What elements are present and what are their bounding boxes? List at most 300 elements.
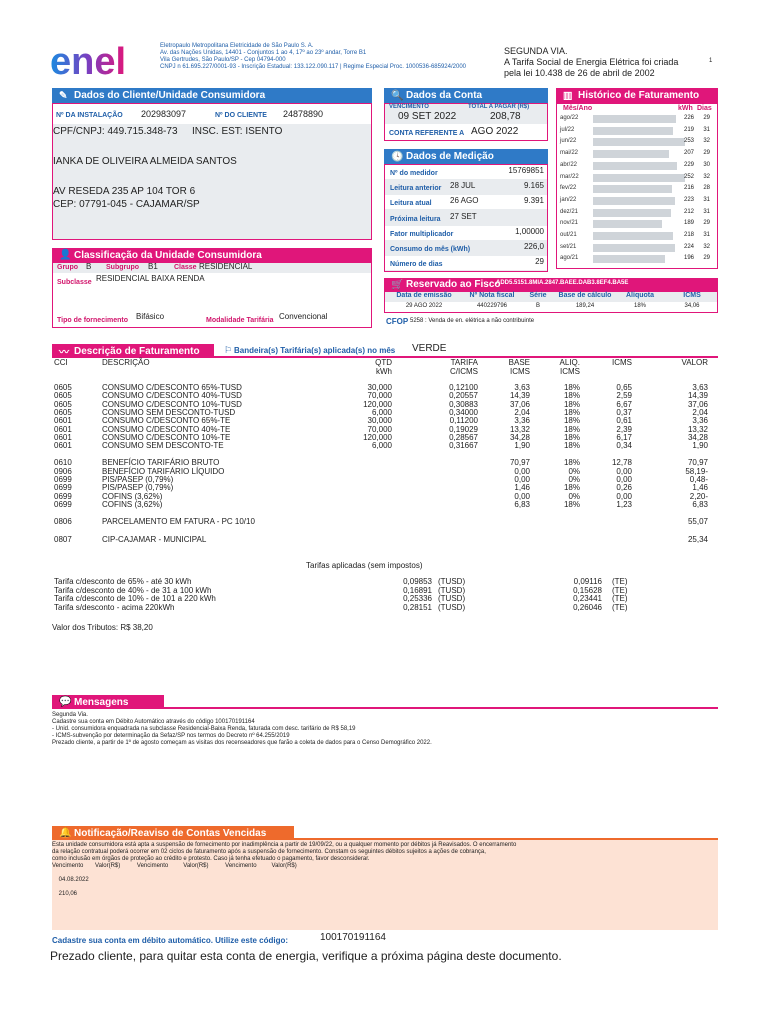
billing-desc: COFINS (3,62%) — [102, 499, 163, 509]
notice-line3: pela lei 10.438 de 26 de abril de 2002 — [504, 68, 655, 78]
company-addr3: CNPJ n 61.695.227/0001-93 - Inscrição Estadual: 133.122.090.117 | Regime Especial Proc. 1000536-685924/2000 — [160, 64, 466, 70]
billing-base: 70,97 — [509, 458, 530, 468]
mod-label: Modalidade Tarifária — [206, 317, 274, 324]
tarifa-te: 0,09116 — [573, 577, 602, 586]
history-kwh: 252 — [683, 173, 694, 180]
tarifa-te-label: (TE) — [612, 585, 628, 595]
billing-aliq: 18% — [563, 383, 580, 392]
inst-label: Nº DA INSTALAÇÃO — [56, 112, 123, 119]
billing-icms: 0,34 — [616, 441, 632, 451]
history-col-month: Mês/Ano — [563, 105, 593, 112]
billing-desc: CONSUMO SEM DESCONTO-TUSD — [102, 407, 236, 417]
auto-debit-label: Cadastre sua conta em débito automático. Utilize este código: — [52, 936, 289, 945]
history-month: jul/22 — [560, 126, 575, 133]
cart-icon: 🛒 — [391, 279, 404, 290]
billing-valor: 70,97 — [687, 458, 708, 468]
history-bar — [593, 174, 685, 182]
billing-valor: 34,28 — [687, 432, 708, 442]
chat-icon: 💬 — [59, 696, 72, 708]
billing-valor: 55,07 — [687, 517, 708, 527]
billing-cci: 0605 — [54, 383, 72, 392]
history-month: fev/22 — [560, 185, 577, 192]
subclasse-label: Subclasse — [57, 279, 92, 286]
history-row — [560, 136, 710, 147]
col-qtd: QTD — [375, 358, 392, 367]
total-value: 208,78 — [490, 111, 521, 122]
col-aliq2: ICMS — [560, 367, 580, 376]
overdue-line: da relação contratual poderá ocorrer em 02 ciclos de faturamento após a suspensão de fornecimento. Constam os seguintes débitos sujeitos a ações de cobrança, — [52, 849, 486, 855]
fisco-col-header: Alíquota — [626, 292, 654, 299]
billing-desc: PIS/PASEP (0,79%) — [102, 483, 174, 493]
fisco-col-header: ICMS — [683, 292, 701, 299]
messages-header-label: Mensagens — [74, 696, 129, 708]
billing-qtd: 30,000 — [367, 416, 392, 426]
billing-aliq: 18% — [563, 483, 580, 493]
fisco-col-header: Data de emissão — [396, 292, 452, 299]
tarifa-te: 0,15628 — [573, 585, 602, 595]
history-row — [560, 230, 710, 241]
billing-qtd: 120,000 — [363, 399, 392, 409]
history-days: 31 — [703, 232, 710, 238]
history-month: abr/22 — [560, 161, 578, 168]
billing-col-headers — [52, 358, 718, 376]
history-month: mar/22 — [560, 173, 579, 180]
tarifa-tusd-label: (TUSD) — [438, 585, 466, 595]
history-bar — [593, 209, 671, 217]
billing-base: 0,00 — [514, 466, 530, 476]
trend-icon: 〰 — [59, 347, 69, 359]
history-days: 31 — [703, 208, 710, 215]
history-kwh: 212 — [683, 208, 694, 215]
billing-desc: COFINS (3,62%) — [102, 491, 163, 501]
billing-valor: 3,63 — [692, 383, 708, 392]
billing-base: 13,32 — [509, 424, 530, 434]
billing-aliq: 0% — [568, 466, 580, 476]
history-month: ago/22 — [560, 115, 579, 121]
overdue-body — [52, 842, 718, 905]
measure-value: 29 — [535, 257, 544, 266]
history-month: dez/21 — [560, 208, 579, 215]
history-kwh: 223 — [683, 196, 694, 203]
tarifa-te: 0,26046 — [573, 602, 602, 612]
billing-cci: 0610 — [54, 458, 72, 468]
tarifa-desc: Tarifa c/desconto de 10% - de 101 a 220 kWh — [54, 594, 216, 603]
measure-value: 1,00000 — [515, 227, 544, 236]
billing-base: 3,36 — [514, 416, 530, 426]
measure-header — [384, 149, 548, 164]
tarifa-te: 0,23441 — [573, 594, 602, 603]
billing-valor: 1,46 — [692, 483, 708, 493]
tarifa-desc: Tarifa c/desconto de 40% - de 31 a 100 kWh — [54, 585, 212, 595]
billing-base: 3,63 — [514, 383, 530, 392]
tipo-label: Tipo de fornecimento — [57, 317, 129, 324]
billing-desc: CIP-CAJAMAR - MUNICIPAL — [102, 534, 207, 544]
billing-row — [52, 417, 718, 425]
billing-base: 34,28 — [509, 432, 530, 442]
bell-icon: 🔔 — [59, 827, 72, 839]
message-line: Segunda Via. — [52, 712, 88, 718]
history-kwh: 219 — [683, 126, 694, 133]
overdue-col-headers: Vencimento Valor(R$) Vencimento Valor(R$) Vencimento Valor(R$) — [52, 863, 297, 869]
billing-cci: 0601 — [54, 424, 72, 434]
notice-line1: SEGUNDA VIA. — [504, 46, 568, 56]
measure-date: 27 SET — [450, 212, 477, 221]
billing-icms: 0,65 — [616, 383, 632, 392]
billing-aliq: 18% — [563, 391, 580, 401]
flag-value: VERDE — [412, 343, 447, 354]
billing-valor: 37,06 — [687, 399, 708, 409]
billing-cci: 0699 — [54, 475, 72, 484]
fisco-col-header: Nº Nota fiscal — [469, 292, 515, 299]
history-row — [560, 218, 710, 229]
auto-debit-code: 100170191164 — [320, 932, 386, 943]
col-qtd2: kWh — [376, 367, 392, 376]
history-row — [560, 113, 710, 124]
fisco-col-value: 34,06 — [684, 303, 700, 309]
tarifa-desc: Tarifa c/desconto de 65% - até 30 kWh — [54, 577, 192, 586]
notice — [504, 46, 716, 79]
col-desc: DESCRIÇÃO — [102, 358, 150, 367]
history-kwh: 207 — [683, 150, 694, 157]
message-line: - ICMS-subvenção por determinação da Sefaz/SP nos termos do Decreto nº 64.255/2019 — [52, 733, 290, 739]
tarifa-tusd: 0,28151 — [403, 602, 432, 612]
history-bar — [593, 255, 665, 263]
history-kwh: 218 — [683, 232, 694, 238]
history-header-label: Histórico de Faturamento — [578, 90, 700, 101]
billing-valor: 2,20- — [689, 491, 708, 501]
history-bar — [593, 150, 669, 158]
billing-desc: PARCELAMENTO EM FATURA - PC 10/10 — [102, 517, 255, 527]
billing-cci: 0906 — [54, 466, 72, 476]
company-addr2: Vila Gertrudes, São Paulo/SP - Cep 04794-000 — [160, 57, 286, 63]
history-row — [560, 253, 710, 264]
history-row — [560, 172, 710, 183]
fisco-col-value: B — [535, 303, 540, 309]
billing-valor: 1,90 — [692, 441, 708, 451]
history-bar — [593, 197, 675, 205]
measure-value: 15769851 — [508, 166, 544, 175]
client-name: IANKA DE OLIVEIRA ALMEIDA SANTOS — [53, 156, 237, 167]
col-tar2: C/ICMS — [450, 367, 478, 376]
overdue-debt — [52, 870, 718, 905]
billing-valor: 13,32 — [687, 424, 708, 434]
history-bar — [593, 162, 677, 170]
billing-desc: BENEFÍCIO TARIFÁRIO LÍQUIDO — [102, 466, 225, 476]
billing-desc: CONSUMO C/DESCONTO 40%-TUSD — [102, 391, 242, 401]
history-days: 31 — [703, 196, 710, 203]
history-month: jan/22 — [560, 196, 577, 203]
billing-base: 14,39 — [509, 391, 530, 401]
measure-value: 9.391 — [523, 196, 544, 205]
classif-header-label: Classificação da Unidade Consumidora — [74, 249, 262, 261]
overdue-line: Esta unidade consumidora está apta a suspensão de fornecimento por inadimplência a partir de 19/09/22, ou a qualquer momento por débitos já Reavisados. O encerramento — [52, 842, 517, 848]
billing-qtd: 120,000 — [363, 432, 392, 442]
billing-aliq: 18% — [563, 424, 580, 434]
notice-line2: A Tarifa Social de Energia Elétrica foi criada — [504, 57, 679, 67]
billing-icms: 0,37 — [616, 407, 632, 417]
clock-icon: 🕓 — [391, 151, 404, 162]
cfop-label: CFOP — [386, 317, 409, 326]
user-icon: 👤 — [59, 249, 72, 261]
tarifa-row — [52, 578, 718, 586]
measure-header-label: Dados de Medição — [406, 151, 494, 162]
history-col-kwh: kWh — [678, 105, 693, 112]
billing-desc: CONSUMO C/DESCONTO 40%-TE — [102, 424, 231, 434]
history-row — [560, 183, 710, 194]
tarifa-tusd-label: (TUSD) — [438, 594, 466, 603]
billing-desc: CONSUMO SEM DESCONTO-TE — [102, 441, 224, 451]
final-message: Prezado cliente, para quitar esta conta de energia, verifique a próxima página deste documento. — [50, 949, 562, 963]
billing-tarifa: 0,20557 — [449, 391, 478, 401]
billing-qtd: 70,000 — [367, 391, 392, 401]
billing-cci: 0699 — [54, 491, 72, 501]
fisco-col-value: 29 AGO 2022 — [405, 303, 443, 309]
billing-aliq: 18% — [563, 458, 580, 468]
col-tar: TARIFA — [450, 358, 478, 367]
billing-qtd: 6,000 — [371, 441, 392, 451]
history-row — [560, 148, 710, 159]
history-kwh: 226 — [683, 115, 694, 121]
tarifa-tusd: 0,16891 — [403, 585, 432, 595]
billing-base: 1,90 — [514, 441, 530, 451]
measure-date: 28 JUL — [450, 181, 476, 190]
col-base2: ICMS — [510, 367, 530, 376]
tipo-value: Bifásico — [136, 312, 165, 321]
billing-header-label: Descrição de Faturamento — [74, 345, 200, 357]
billing-icms: 6,67 — [616, 399, 632, 409]
billing-icms: 12,78 — [611, 458, 632, 468]
cpf: CPF/CNPJ: 449.715.348-73 — [53, 126, 178, 137]
billing-icms: 0,00 — [616, 475, 632, 484]
classe-label: Classe — [174, 264, 197, 271]
history-col-days: Dias — [697, 105, 712, 112]
billing-tarifa: 0,30883 — [449, 399, 478, 409]
billing-qtd: 30,000 — [367, 383, 392, 392]
billing-valor: 6,83 — [692, 499, 708, 509]
billing-base: 6,83 — [514, 499, 530, 509]
measure-label: Nº do medidor — [390, 170, 438, 177]
history-month: jun/22 — [560, 138, 577, 145]
history-days: 28 — [703, 185, 710, 192]
history-bar — [593, 232, 673, 240]
history-days: 32 — [703, 173, 710, 180]
tarifa-desc: Tarifa s/desconto - acima 220kWh — [54, 602, 175, 612]
billing-aliq: 18% — [563, 432, 580, 442]
venc-value: 09 SET 2022 — [398, 111, 457, 122]
tarifa-tusd-label: (TUSD) — [438, 602, 466, 612]
history-days: 30 — [703, 161, 710, 168]
billing-cci: 0605 — [54, 391, 72, 401]
billing-tarifa: 0,31667 — [449, 441, 478, 451]
cli-label: Nº DO CLIENTE — [215, 112, 267, 119]
history-bar — [593, 127, 673, 135]
history-days: 29 — [703, 150, 710, 157]
billing-header — [52, 344, 214, 358]
page-number: 1 — [709, 58, 713, 64]
history-kwh: 216 — [683, 185, 694, 192]
fisco-col-header: Série — [529, 292, 547, 299]
billing-base: 0,00 — [514, 475, 530, 484]
measure-label: Próxima leitura — [390, 216, 441, 223]
message-line: Prezado cliente, a partir de 1º de agosto começam as visitas dos recenseadores que farão a coleta de dados para o Censo Demográfico 2022. — [52, 740, 432, 746]
fisco-col-value: 18% — [633, 303, 646, 309]
tarifa-tusd: 0,25336 — [403, 594, 432, 603]
fisco-col-header: Base de cálculo — [558, 292, 612, 299]
client-cep: CEP: 07791-045 - CAJAMAR/SP — [53, 199, 200, 210]
col-aliq: ALIQ. — [559, 358, 580, 367]
mod-value: Convencional — [279, 312, 328, 321]
classe-value: RESIDENCIAL — [199, 262, 253, 271]
billing-desc: CONSUMO C/DESCONTO 10%-TE — [102, 432, 231, 442]
billing-aliq: 18% — [563, 441, 580, 451]
billing-row — [52, 501, 718, 509]
history-days: 32 — [703, 243, 710, 250]
history-header — [556, 88, 718, 103]
subgrupo-label: Subgrupo — [106, 264, 140, 271]
billing-aliq: 18% — [563, 416, 580, 426]
history-days: 29 — [703, 115, 710, 121]
history-row — [560, 160, 710, 171]
cfop-value: 5258 : Venda de en. elétrica a não contribuinte — [410, 318, 535, 324]
company-addr1: Av. das Nações Unidas, 14401 - Conjuntos 1 ao 4, 17º ao 23º andar, Torre B1 — [160, 50, 367, 56]
overdue-header — [52, 826, 294, 840]
billing-icms: 6,17 — [616, 432, 632, 442]
grupo-label: Grupo — [57, 264, 78, 271]
client-header-label: Dados do Cliente/Unidade Consumidora — [74, 90, 266, 101]
history-kwh: 224 — [683, 243, 694, 250]
measure-label: Consumo do mês (kWh) — [390, 246, 471, 253]
history-row — [560, 125, 710, 136]
history-row — [560, 207, 710, 218]
tributos: Valor dos Tributos: R$ 38,20 — [52, 623, 153, 632]
billing-row — [52, 509, 718, 517]
fisco-col-value: 189,24 — [575, 303, 595, 309]
inst-value: 202983097 — [141, 109, 187, 119]
billing-row — [52, 527, 718, 535]
billing-valor: 14,39 — [687, 391, 708, 401]
pencil-icon: ✎ — [59, 90, 68, 101]
history-bar — [593, 115, 676, 123]
history-days: 29 — [703, 220, 710, 227]
billing-icms: 0,61 — [616, 416, 632, 426]
col-icms: ICMS — [612, 358, 632, 367]
venc-label: VENCIMENTO — [389, 104, 429, 110]
account-header — [384, 88, 548, 103]
search-icon: 🔍 — [391, 90, 404, 101]
subclasse-value: RESIDENCIAL BAIXA RENDA — [96, 274, 205, 283]
client-header — [52, 88, 372, 103]
billing-icms: 0,26 — [616, 483, 632, 493]
billing-cci: 0699 — [54, 499, 72, 509]
history-days: 32 — [703, 138, 710, 145]
measure-label: Fator multiplicador — [390, 231, 454, 238]
measure-value: 226,0 — [523, 242, 544, 251]
account-header-label: Dados da Conta — [406, 90, 483, 101]
billing-desc: CONSUMO C/DESCONTO 10%-TUSD — [102, 399, 242, 409]
debt-value: 210,06 — [58, 891, 78, 897]
billing-tarifa: 0,34000 — [449, 407, 478, 417]
billing-icms: 0,00 — [616, 491, 632, 501]
message-line: Cadastre sua conta em Débito Automático através do código 100170191164 — [52, 719, 255, 725]
debt-date: 04.08.2022 — [58, 877, 89, 883]
company-name: Eletropaulo Metropolitana Eletricidade de São Paulo S. A. — [160, 43, 314, 49]
enel-logo — [50, 44, 150, 80]
ref-label: CONTA REFERENTE A — [389, 130, 465, 137]
billing-qtd: 70,000 — [367, 424, 392, 434]
billing-icms: 0,00 — [616, 466, 632, 476]
billing-icms: 1,23 — [616, 499, 632, 509]
flag-label: Bandeira(s) Tarifária(s) aplicada(s) no mês — [234, 346, 396, 355]
tarifa-tusd: 0,09853 — [403, 577, 432, 586]
billing-tarifa: 0,19029 — [449, 424, 478, 434]
billing-icms: 2,39 — [616, 424, 632, 434]
billing-cci: 0601 — [54, 432, 72, 442]
billing-valor: 0,48- — [689, 475, 708, 484]
billing-cci: 0699 — [54, 483, 72, 493]
company-info — [160, 43, 500, 71]
col-base: BASE — [508, 358, 530, 367]
billing-cci: 0601 — [54, 416, 72, 426]
insc: INSC. EST: ISENTO — [192, 126, 283, 137]
messages-body — [52, 712, 718, 747]
billing-icms: 2,59 — [616, 391, 632, 401]
history-days: 31 — [703, 126, 710, 133]
history-kwh: 253 — [683, 138, 694, 145]
measure-label: Número de dias — [390, 261, 443, 268]
history-month: mai/22 — [560, 150, 579, 157]
billing-aliq: 0% — [568, 475, 580, 484]
history-kwh: 196 — [683, 255, 694, 262]
billing-row — [52, 450, 718, 458]
tarifa-te-label: (TE) — [612, 602, 628, 612]
history-month: out/21 — [560, 232, 577, 238]
billing-desc: CONSUMO C/DESCONTO 65%-TE — [102, 416, 231, 426]
tarifa-te-label: (TE) — [612, 594, 628, 603]
billing-desc: CONSUMO C/DESCONTO 65%-TUSD — [102, 383, 242, 392]
total-label: TOTAL A PAGAR (R$) — [468, 104, 530, 110]
messages-underline — [164, 707, 718, 709]
measure-label: Leitura atual — [390, 200, 432, 207]
svg-text:enel: enel — [50, 44, 127, 80]
history-month: set/21 — [560, 243, 577, 250]
cli-value: 24878890 — [283, 109, 324, 119]
history-bar — [593, 138, 685, 146]
measure-value: 9.165 — [523, 181, 544, 190]
billing-valor: 58,19- — [685, 466, 708, 476]
measure-label: Leitura anterior — [390, 185, 442, 192]
billing-desc: BENEFÍCIO TARIFÁRIO BRUTO — [102, 458, 220, 468]
billing-base: 1,46 — [514, 483, 530, 493]
billing-aliq: 18% — [563, 399, 580, 409]
billing-tarifa: 0,12100 — [449, 383, 478, 392]
col-cci: CCI — [54, 358, 68, 367]
history-bar — [593, 244, 675, 252]
tarifa-row — [52, 595, 718, 603]
history-row — [560, 195, 710, 206]
bar-chart-icon: ▥ — [563, 90, 573, 101]
ref-value: AGO 2022 — [471, 126, 519, 137]
history-month: ago/21 — [560, 255, 579, 262]
billing-cci: 0806 — [54, 517, 72, 527]
tarifa-tusd-label: (TUSD) — [438, 577, 466, 586]
billing-cci: 0605 — [54, 399, 72, 409]
billing-aliq: 18% — [563, 499, 580, 509]
history-bar — [593, 185, 672, 193]
billing-cci: 0601 — [54, 441, 72, 451]
overdue-line: como inclusão em órgãos de proteção ao crédito e protesto. Caso já tenha efetuado o pagamento, favor desconsiderar. — [52, 856, 370, 862]
billing-qtd: 6,000 — [371, 407, 392, 417]
billing-base: 0,00 — [514, 491, 530, 501]
